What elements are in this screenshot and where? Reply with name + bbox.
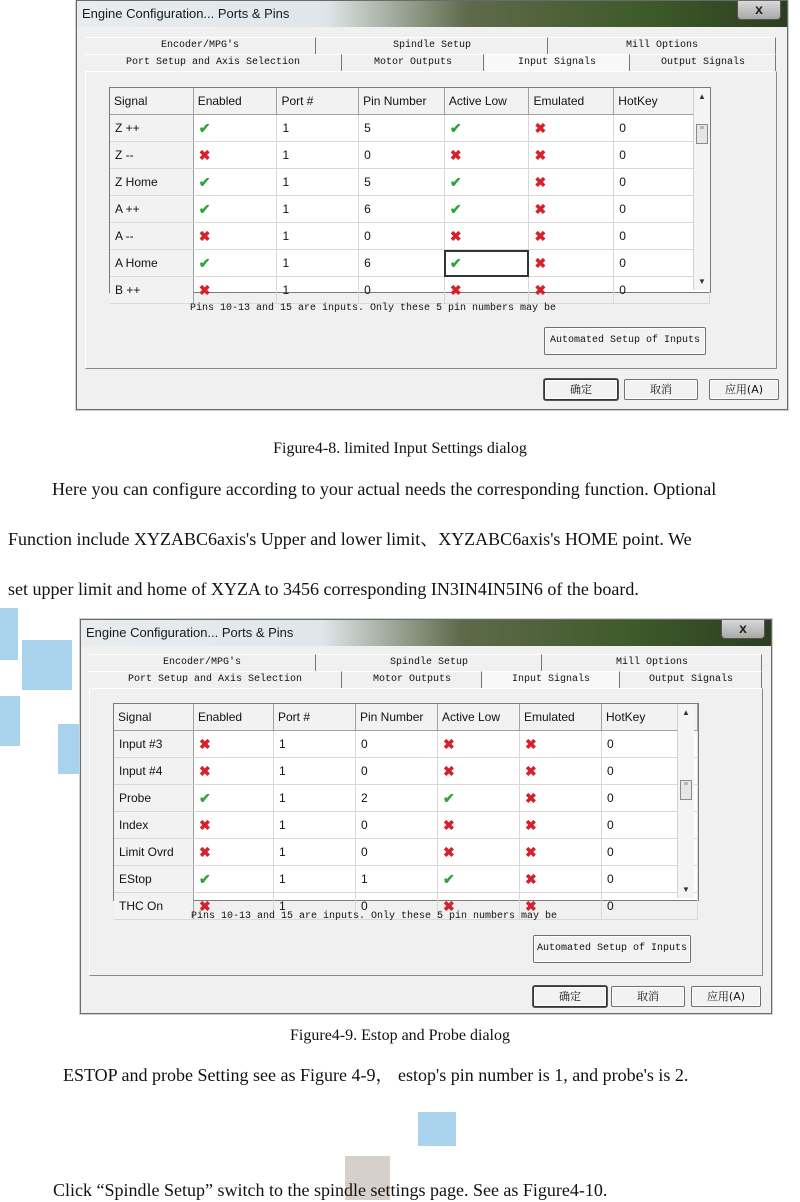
red-x-icon[interactable]: ✖ — [443, 735, 455, 752]
cell-enabled[interactable] — [193, 250, 277, 277]
table-row[interactable] — [114, 731, 698, 758]
cell-hotkey[interactable]: 0 — [602, 785, 698, 812]
cell-emulated[interactable] — [529, 115, 614, 142]
cell-hotkey[interactable]: 0 — [602, 812, 698, 839]
green-check-icon[interactable]: ✔ — [198, 119, 211, 136]
cell-port[interactable]: 1 — [277, 169, 359, 196]
decor-square — [22, 640, 72, 690]
cell-pin[interactable]: 0 — [359, 142, 445, 169]
paragraph-line: Here you can configure according to your actual needs the corresponding function. Optional — [52, 479, 717, 499]
cell-port[interactable]: 1 — [277, 196, 359, 223]
red-x-icon[interactable]: ✖ — [198, 227, 211, 244]
cell-hotkey[interactable]: 0 — [602, 758, 698, 785]
cell-hotkey[interactable]: 0 — [614, 169, 710, 196]
red-x-icon[interactable]: ✖ — [525, 870, 537, 887]
tab-mill-options[interactable]: Mill Options — [543, 654, 762, 671]
col-hotkey: HotKey — [602, 704, 698, 731]
table-row[interactable] — [110, 277, 710, 304]
table-header-row — [110, 88, 710, 115]
cell-active-low[interactable] — [444, 169, 529, 196]
cell-hotkey[interactable]: 0 — [602, 731, 698, 758]
scroll-thumb[interactable]: ≡ — [680, 780, 692, 800]
cell-signal[interactable]: Input #3 — [114, 731, 194, 758]
cell-hotkey[interactable]: 0 — [614, 223, 710, 250]
green-check-icon[interactable]: ✔ — [449, 254, 462, 271]
green-check-icon[interactable]: ✔ — [198, 254, 211, 271]
cell-pin[interactable]: 0 — [359, 223, 445, 250]
red-x-icon[interactable]: ✖ — [525, 789, 537, 806]
red-x-icon[interactable]: ✖ — [443, 816, 455, 833]
cell-pin[interactable]: 6 — [359, 196, 445, 223]
cell-hotkey[interactable]: 0 — [614, 115, 710, 142]
cell-active-low[interactable] — [438, 839, 520, 866]
red-x-icon[interactable]: ✖ — [443, 843, 455, 860]
table-row[interactable] — [110, 115, 710, 142]
cell-active-low[interactable] — [444, 196, 529, 223]
decor-square — [0, 696, 20, 746]
cell-port[interactable]: 1 — [274, 866, 356, 893]
red-x-icon[interactable]: ✖ — [198, 146, 211, 163]
signals-grid[interactable] — [109, 87, 711, 298]
red-x-icon[interactable]: ✖ — [534, 119, 547, 136]
col-emulated: Emulated — [529, 88, 614, 115]
tab-encoder-mpg[interactable]: Encoder/MPG's — [85, 37, 316, 54]
cell-active-low[interactable] — [438, 785, 520, 812]
cell-signal[interactable]: Z Home — [110, 169, 193, 196]
col-enabled: Enabled — [193, 88, 277, 115]
cell-pin[interactable]: 0 — [356, 839, 438, 866]
cell-pin[interactable]: 0 — [356, 893, 438, 920]
cell-hotkey[interactable]: 0 — [602, 893, 698, 920]
paragraph-line: set upper limit and home of XYZA to 3456 corresponding IN3IN4IN5IN6 of the board. — [8, 579, 639, 599]
green-check-icon[interactable]: ✔ — [443, 789, 455, 806]
cell-enabled[interactable] — [194, 812, 274, 839]
dialog-figure-4-9 — [80, 619, 772, 1014]
cell-hotkey[interactable]: 0 — [602, 866, 698, 893]
decor-square — [0, 608, 18, 660]
cell-port[interactable]: 1 — [277, 142, 359, 169]
signals-table — [110, 88, 710, 304]
cell-enabled[interactable] — [194, 785, 274, 812]
red-x-icon[interactable]: ✖ — [525, 897, 537, 914]
cell-pin[interactable]: 5 — [359, 115, 445, 142]
dialog-figure-4-8 — [76, 0, 788, 410]
tab-spindle-setup[interactable]: Spindle Setup — [317, 37, 548, 54]
tab-strip — [89, 654, 763, 688]
table-row[interactable] — [110, 250, 710, 277]
cell-enabled[interactable] — [194, 866, 274, 893]
signals-grid[interactable] — [113, 703, 699, 914]
cell-pin[interactable]: 6 — [359, 250, 445, 277]
cell-emulated[interactable] — [529, 169, 614, 196]
table-row[interactable] — [114, 785, 698, 812]
table-row[interactable] — [114, 866, 698, 893]
cell-signal[interactable]: A Home — [110, 250, 193, 277]
cell-active-low[interactable] — [438, 812, 520, 839]
cell-pin[interactable]: 1 — [356, 866, 438, 893]
cell-port[interactable]: 1 — [274, 893, 356, 920]
red-x-icon[interactable]: ✖ — [198, 281, 211, 298]
close-button[interactable]: x — [721, 620, 765, 639]
green-check-icon[interactable]: ✔ — [199, 789, 211, 806]
signals-table — [114, 704, 698, 920]
cell-port[interactable]: 1 — [274, 839, 356, 866]
apply-button[interactable]: 应用(A) — [709, 379, 779, 400]
green-check-icon[interactable]: ✔ — [449, 119, 462, 136]
window-title: Engine Configuration... Ports & Pins — [86, 625, 294, 640]
red-x-icon[interactable]: ✖ — [449, 227, 462, 244]
col-enabled: Enabled — [194, 704, 274, 731]
green-check-icon[interactable]: ✔ — [449, 173, 462, 190]
table-row[interactable] — [110, 169, 710, 196]
green-check-icon[interactable]: ✔ — [198, 173, 211, 190]
cell-active-low[interactable] — [438, 758, 520, 785]
cell-pin[interactable]: 5 — [359, 169, 445, 196]
automated-setup-button[interactable]: Automated Setup of Inputs — [533, 935, 691, 963]
cell-emulated[interactable] — [520, 758, 602, 785]
cell-pin[interactable]: 0 — [356, 758, 438, 785]
cell-enabled[interactable] — [193, 196, 277, 223]
cell-signal[interactable]: A -- — [110, 223, 193, 250]
cell-signal[interactable]: Z ++ — [110, 115, 193, 142]
red-x-icon[interactable]: ✖ — [199, 843, 211, 860]
cell-emulated[interactable] — [529, 142, 614, 169]
title-bar — [77, 1, 787, 27]
title-bar — [81, 620, 771, 646]
cell-port[interactable]: 1 — [277, 223, 359, 250]
cell-enabled[interactable] — [194, 758, 274, 785]
cell-active-low[interactable] — [444, 250, 529, 277]
green-check-icon[interactable]: ✔ — [443, 870, 455, 887]
cell-pin[interactable]: 2 — [356, 785, 438, 812]
cell-emulated[interactable] — [520, 866, 602, 893]
col-signal: Signal — [114, 704, 194, 731]
table-row[interactable] — [110, 223, 710, 250]
cell-enabled[interactable] — [194, 839, 274, 866]
cell-active-low[interactable] — [444, 277, 529, 304]
cell-signal[interactable]: EStop — [114, 866, 194, 893]
red-x-icon[interactable]: ✖ — [199, 762, 211, 779]
red-x-icon[interactable]: ✖ — [534, 146, 547, 163]
grid-scrollbar[interactable] — [693, 88, 710, 290]
red-x-icon[interactable]: ✖ — [534, 173, 547, 190]
paragraph-line: Click “Spindle Setup” switch to the spindle settings page. See as Figure4-10. — [53, 1180, 608, 1200]
red-x-icon[interactable]: ✖ — [534, 200, 547, 217]
automated-setup-button[interactable]: Automated Setup of Inputs — [544, 327, 706, 355]
grid-scrollbar[interactable] — [677, 704, 694, 898]
table-row[interactable] — [110, 142, 710, 169]
col-hotkey: HotKey — [614, 88, 710, 115]
pins-note: Pins 10-13 and 15 are inputs. Only these 5 pin numbers may be — [190, 303, 557, 314]
tab-motor-outputs[interactable]: Motor Outputs — [343, 671, 482, 688]
cell-emulated[interactable] — [520, 839, 602, 866]
red-x-icon[interactable]: ✖ — [534, 281, 547, 298]
cancel-button[interactable]: 取消 — [611, 986, 685, 1007]
cell-hotkey[interactable]: 0 — [614, 142, 710, 169]
col-port: Port # — [277, 88, 359, 115]
cell-active-low[interactable] — [444, 223, 529, 250]
cell-signal[interactable]: Z -- — [110, 142, 193, 169]
cell-port[interactable]: 1 — [277, 277, 359, 304]
cell-emulated[interactable] — [529, 196, 614, 223]
cell-hotkey[interactable]: 0 — [614, 196, 710, 223]
col-pin-number: Pin Number — [359, 88, 445, 115]
figure-caption-4-8: Figure4-8. limited Input Settings dialog — [273, 440, 527, 457]
cell-hotkey[interactable]: 0 — [614, 250, 710, 277]
cell-active-low[interactable] — [444, 142, 529, 169]
table-row[interactable] — [110, 196, 710, 223]
table-row[interactable] — [114, 812, 698, 839]
red-x-icon[interactable]: ✖ — [525, 735, 537, 752]
apply-button[interactable]: 应用(A) — [691, 986, 761, 1007]
tab-input-signals[interactable]: Input Signals — [483, 671, 620, 689]
tab-port-setup[interactable]: Port Setup and Axis Selection — [85, 54, 342, 71]
tab-strip — [85, 37, 779, 71]
cell-enabled[interactable] — [194, 731, 274, 758]
tab-output-signals[interactable]: Output Signals — [621, 671, 762, 688]
cell-hotkey[interactable]: 0 — [614, 277, 710, 304]
cell-port[interactable]: 1 — [274, 785, 356, 812]
tab-spindle-setup[interactable]: Spindle Setup — [317, 654, 542, 671]
cell-signal[interactable]: A ++ — [110, 196, 193, 223]
cell-enabled[interactable] — [193, 277, 277, 304]
col-port: Port # — [274, 704, 356, 731]
table-row[interactable] — [114, 758, 698, 785]
cell-emulated[interactable] — [520, 731, 602, 758]
tab-mill-options[interactable]: Mill Options — [549, 37, 776, 54]
window-title: Engine Configuration... Ports & Pins — [82, 6, 290, 21]
tab-motor-outputs[interactable]: Motor Outputs — [343, 54, 484, 71]
cell-port[interactable]: 1 — [274, 731, 356, 758]
paragraph-line: ESTOP and probe Setting see as Figure 4-9， estop's pin number is 1, and probe's is 2. — [63, 1065, 689, 1085]
table-header-row — [114, 704, 698, 731]
cell-port[interactable]: 1 — [277, 115, 359, 142]
cell-signal[interactable]: Index — [114, 812, 194, 839]
cell-signal[interactable]: Probe — [114, 785, 194, 812]
cell-port[interactable]: 1 — [274, 812, 356, 839]
cell-port[interactable]: 1 — [277, 250, 359, 277]
cancel-button[interactable]: 取消 — [624, 379, 698, 400]
ok-button[interactable]: 确定 — [544, 379, 618, 400]
col-pin-number: Pin Number — [356, 704, 438, 731]
red-x-icon[interactable]: ✖ — [525, 843, 537, 860]
green-check-icon[interactable]: ✔ — [449, 200, 462, 217]
tab-port-setup[interactable]: Port Setup and Axis Selection — [89, 671, 342, 688]
decor-square — [58, 724, 80, 774]
scroll-thumb[interactable]: ≡ — [696, 124, 708, 144]
red-x-icon[interactable]: ✖ — [534, 254, 547, 271]
cell-pin[interactable]: 0 — [359, 277, 445, 304]
cell-enabled[interactable] — [193, 223, 277, 250]
cell-signal[interactable]: THC On — [114, 893, 194, 920]
red-x-icon[interactable]: ✖ — [199, 735, 211, 752]
red-x-icon[interactable]: ✖ — [525, 816, 537, 833]
cell-pin[interactable]: 0 — [356, 731, 438, 758]
scroll-up-icon[interactable]: ▲ — [682, 708, 690, 717]
table-row[interactable] — [114, 839, 698, 866]
red-x-icon[interactable]: ✖ — [199, 897, 211, 914]
scroll-down-icon[interactable]: ▼ — [682, 885, 690, 894]
cell-enabled[interactable] — [193, 115, 277, 142]
green-check-icon[interactable]: ✔ — [199, 870, 211, 887]
red-x-icon[interactable]: ✖ — [443, 897, 455, 914]
red-x-icon[interactable]: ✖ — [525, 762, 537, 779]
cell-active-low[interactable] — [444, 115, 529, 142]
cell-hotkey[interactable]: 0 — [602, 839, 698, 866]
cell-signal[interactable]: B ++ — [110, 277, 193, 304]
figure-caption-4-9: Figure4-9. Estop and Probe dialog — [290, 1027, 510, 1044]
scroll-down-icon[interactable]: ▼ — [698, 277, 706, 286]
scroll-up-icon[interactable]: ▲ — [698, 92, 706, 101]
red-x-icon[interactable]: ✖ — [443, 762, 455, 779]
green-check-icon[interactable]: ✔ — [198, 200, 211, 217]
ok-button[interactable]: 确定 — [533, 986, 607, 1007]
red-x-icon[interactable]: ✖ — [449, 146, 462, 163]
cell-emulated[interactable] — [529, 250, 614, 277]
cell-emulated[interactable] — [520, 812, 602, 839]
cell-emulated[interactable] — [529, 277, 614, 304]
cell-emulated[interactable] — [529, 223, 614, 250]
col-emulated: Emulated — [520, 704, 602, 731]
cell-active-low[interactable] — [438, 731, 520, 758]
cell-signal[interactable]: Limit Ovrd — [114, 839, 194, 866]
cell-pin[interactable]: 0 — [356, 812, 438, 839]
col-signal: Signal — [110, 88, 193, 115]
cell-active-low[interactable] — [438, 866, 520, 893]
col-active-low: Active Low — [444, 88, 529, 115]
pins-note: Pins 10-13 and 15 are inputs. Only these 5 pin numbers may be — [191, 911, 558, 922]
red-x-icon[interactable]: ✖ — [449, 281, 462, 298]
red-x-icon[interactable]: ✖ — [199, 816, 211, 833]
cell-emulated[interactable] — [520, 785, 602, 812]
tab-encoder-mpg[interactable]: Encoder/MPG's — [89, 654, 316, 671]
cell-port[interactable]: 1 — [274, 758, 356, 785]
decor-square — [418, 1112, 456, 1146]
col-active-low: Active Low — [438, 704, 520, 731]
close-button[interactable]: x — [737, 1, 781, 20]
red-x-icon[interactable]: ✖ — [534, 227, 547, 244]
tab-output-signals[interactable]: Output Signals — [631, 54, 776, 71]
tab-input-signals[interactable]: Input Signals — [485, 54, 630, 72]
cell-enabled[interactable] — [193, 142, 277, 169]
cell-signal[interactable]: Input #4 — [114, 758, 194, 785]
cell-enabled[interactable] — [193, 169, 277, 196]
paragraph-line: Function include XYZABC6axis's Upper and lower limit、XYZABC6axis's HOME point. We — [8, 529, 692, 549]
